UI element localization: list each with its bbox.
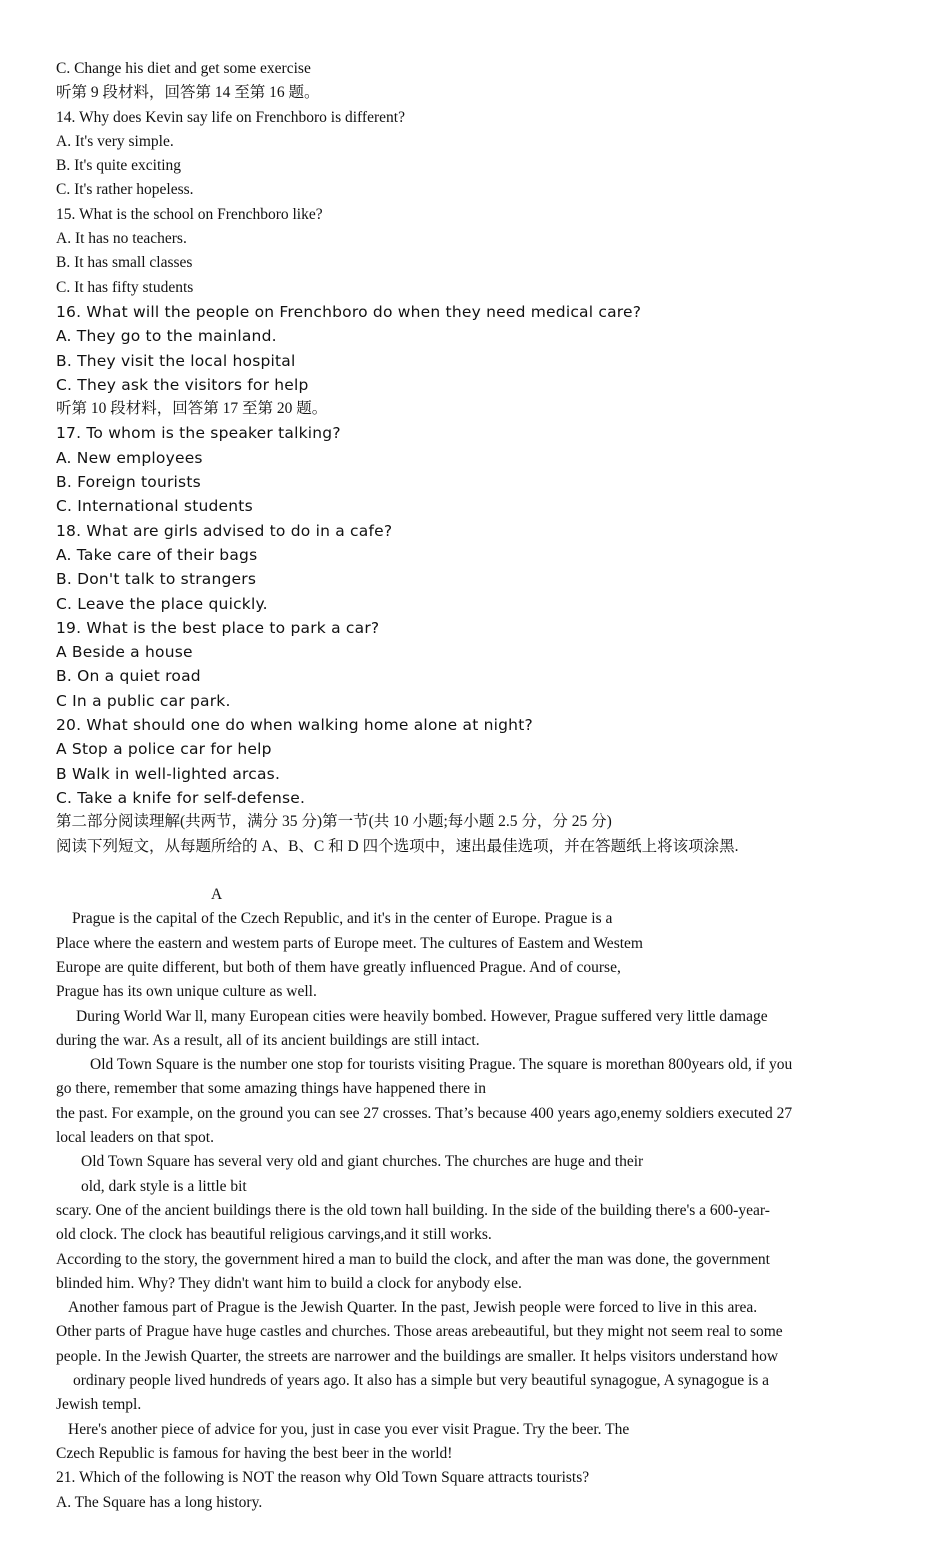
passage-line: Another famous part of Prague is the Jewish Quarter. In the past, Jewish people were forced to live in this area. xyxy=(68,1299,758,1317)
q16-option-c: C. They ask the visitors for help xyxy=(56,375,309,394)
passage-line: Prague is the capital of the Czech Republic, and it's in the center of Europe. Prague is a xyxy=(72,910,613,928)
passage-line: Old Town Square has several very old and giant churches. The churches are huge and their xyxy=(81,1153,644,1171)
q16-question: 16. What will the people on Frenchboro do when they need medical care? xyxy=(56,302,642,321)
passage-line: people. In the Jewish Quarter, the streets are narrower and the buildings are smaller. It helps visitors understand how xyxy=(56,1347,779,1365)
q15-option-c: C. It has fifty students xyxy=(56,278,194,296)
exam-page xyxy=(56,57,916,1515)
q18-option-a: A. Take care of their bags xyxy=(56,545,258,564)
reading-part-heading: 第二部分阅读理解(共两节，满分 35 分)第一节(共 10 小题;每小题 2.5 分，分 25 分) xyxy=(56,813,612,831)
passage-line: old, dark style is a little bit xyxy=(81,1177,247,1195)
passage-line: during the war. As a result, all of its ancient buildings are still intact. xyxy=(56,1031,480,1049)
passage-line: Other parts of Prague have huge castles and churches. Those areas arebeautiful, but they might not seem real to some xyxy=(56,1323,783,1341)
q16-option-a: A. They go to the mainland. xyxy=(56,327,277,346)
q15-option-b: B. It has small classes xyxy=(56,254,193,272)
q18-option-c: C. Leave the place quickly. xyxy=(56,594,268,613)
passage-line: Jewish templ. xyxy=(56,1396,142,1414)
q19-option-b: B. On a quiet road xyxy=(56,667,201,686)
q14-option-b: B. It's quite exciting xyxy=(56,157,182,175)
passage-line: local leaders on that spot. xyxy=(56,1129,214,1147)
q21-question: 21. Which of the following is NOT the reason why Old Town Square attracts tourists? xyxy=(56,1469,590,1487)
reading-instruction: 阅读下列短文，从每题所给的 A、B、C 和 D 四个选项中，速出最佳选项，并在答题纸上将该项涂黑. xyxy=(56,837,739,855)
section-9-heading: 听第 9 段材料，回答第 14 至第 16 题。 xyxy=(56,84,320,102)
q20-question: 20. What should one do when walking home alone at night? xyxy=(56,716,533,735)
passage-line: During World War ll, many European cities were heavily bombed. However, Prague suffered very little damage xyxy=(76,1007,768,1025)
passage-line: go there, remember that some amazing things have happened there in xyxy=(56,1080,486,1098)
q18-option-b: B. Don't talk to strangers xyxy=(56,570,257,589)
q15-option-a: A. It has no teachers. xyxy=(56,230,187,248)
q20-option-b: B Walk in well-lighted arcas. xyxy=(56,764,281,783)
q15-question: 15. What is the school on Frenchboro like? xyxy=(56,205,323,223)
q13-option-c: C. Change his diet and get some exercise xyxy=(56,60,311,77)
q17-question: 17. To whom is the speaker talking? xyxy=(56,424,341,443)
passage-line: blinded him. Why? They didn't want him to build a clock for anybody else. xyxy=(56,1274,522,1292)
q21-option-a: A. The Square has a long history. xyxy=(56,1493,263,1511)
passage-line: Prague has its own unique culture as well. xyxy=(56,983,317,1001)
q19-option-a: A Beside a house xyxy=(56,643,193,662)
passage-line: Europe are quite different, but both of them have greatly influenced Prague. And of course, xyxy=(56,958,621,976)
passage-line: scary. One of the ancient buildings there is the old town hall building. In the side of the building there's a 600-year- xyxy=(56,1201,770,1219)
q16-option-b: B. They visit the local hospital xyxy=(56,351,296,370)
section-10-heading: 听第 10 段材料，回答第 17 至第 20 题。 xyxy=(56,400,328,418)
passage-line: According to the story, the government hired a man to build the clock, and after the man was done, the government xyxy=(56,1250,770,1268)
q19-option-c: C In a public car park. xyxy=(56,691,231,710)
q20-option-c: C. Take a knife for self-defense. xyxy=(56,788,306,807)
passage-line: old clock. The clock has beautiful religious carvings,and it still works. xyxy=(56,1226,492,1244)
q14-question: 14. Why does Kevin say life on Frenchboro is different? xyxy=(56,108,405,126)
q14-option-a: A. It's very simple. xyxy=(56,132,174,150)
q17-option-c: C. International students xyxy=(56,497,253,516)
spacer xyxy=(56,859,916,883)
q18-question: 18. What are girls advised to do in a cafe? xyxy=(56,521,393,540)
q17-option-a: A. New employees xyxy=(56,448,203,467)
passage-line: Place where the eastern and westem parts of Europe meet. The cultures of Eastem and Westem xyxy=(56,934,643,952)
passage-label: A xyxy=(211,886,223,904)
passage-line: Czech Republic is famous for having the best beer in the world! xyxy=(56,1444,453,1462)
passage-line: ordinary people lived hundreds of years ago. It also has a simple but very beautiful synagogue, A synagogue is a xyxy=(73,1372,770,1390)
q20-option-a: A Stop a police car for help xyxy=(56,740,272,759)
q17-option-b: B. Foreign tourists xyxy=(56,473,201,492)
passage-line: the past. For example, on the ground you can see 27 crosses. That’s because 400 years ago,enemy soldiers executed 27 xyxy=(56,1104,793,1122)
passage-line: Here's another piece of advice for you, just in case you ever visit Prague. Try the beer. The xyxy=(68,1420,630,1438)
q14-option-c: C. It's rather hopeless. xyxy=(56,181,194,199)
q19-question: 19. What is the best place to park a car? xyxy=(56,618,380,637)
passage-line: Old Town Square is the number one stop for tourists visiting Prague. The square is morethan 800years old, if you xyxy=(90,1056,793,1074)
